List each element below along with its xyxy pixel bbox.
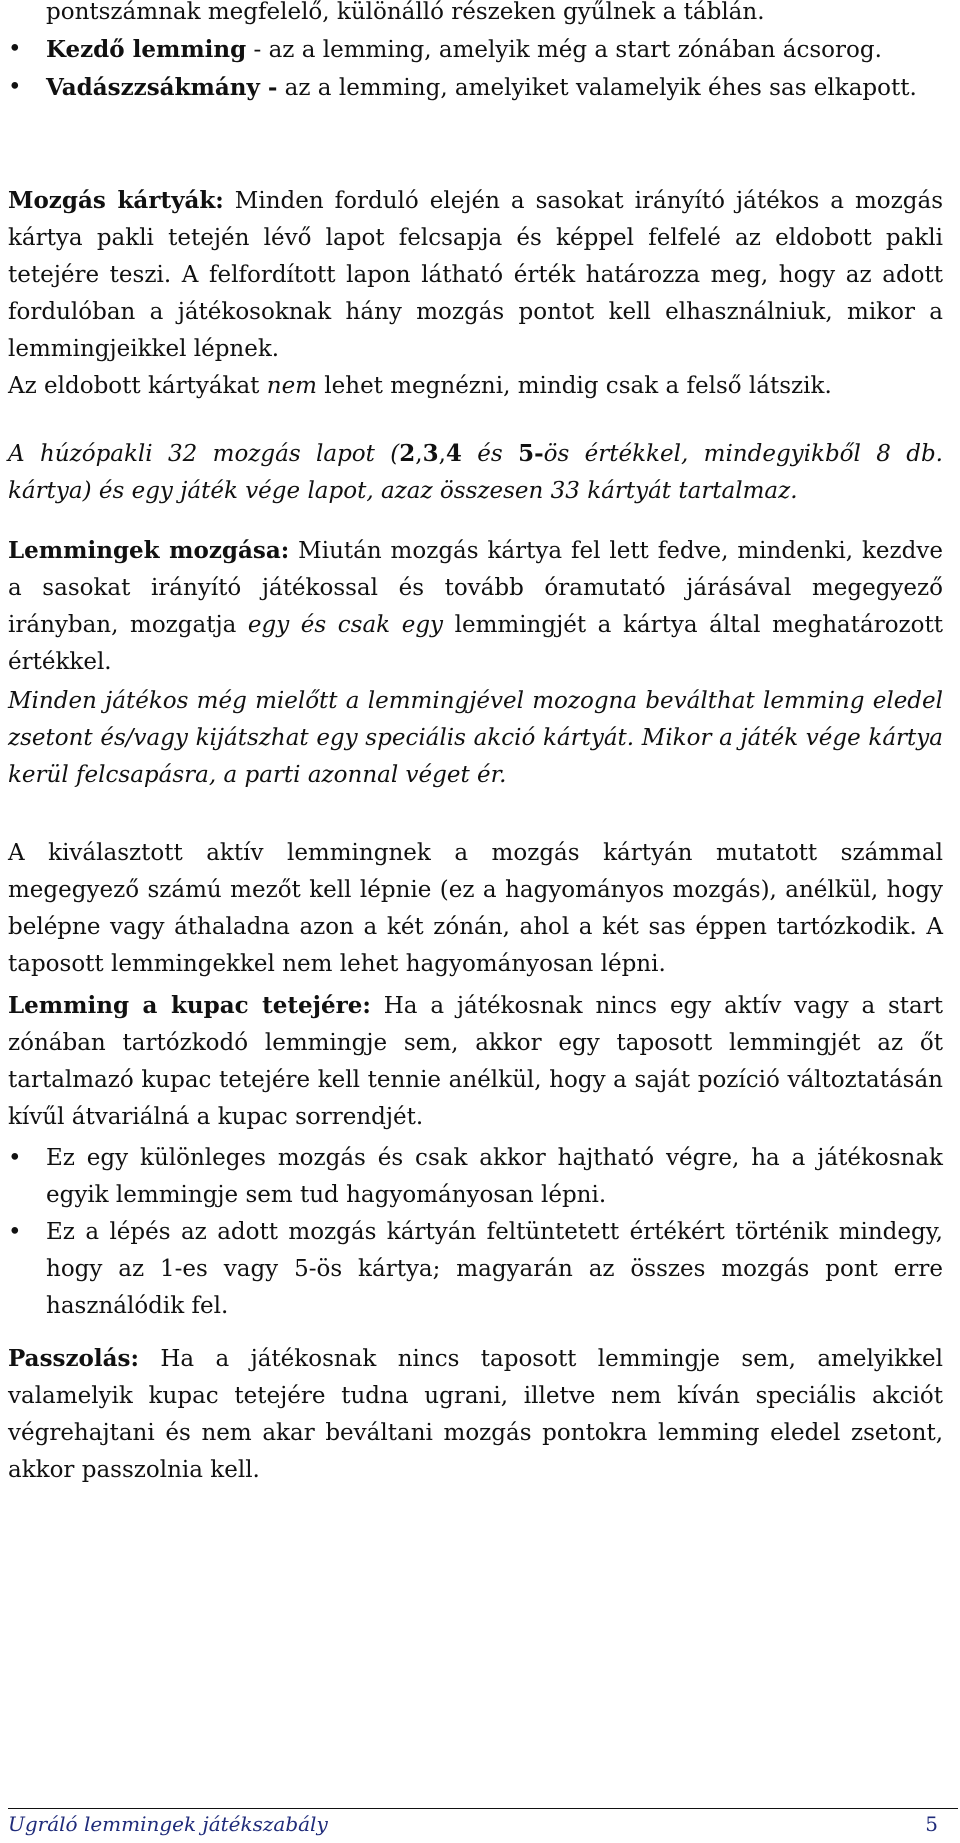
paragraph-huzopakli xyxy=(8,435,943,510)
list-item-text: pontszámnak megfelelő, különálló részeken gyűlnek a táblán. xyxy=(46,0,765,25)
list-item-text: Ez egy különleges mozgás és csak akkor hajtható végre, ha a játékosnak egyik lemmingje sem tud hagyományosan lépni. xyxy=(46,1145,943,1208)
paragraph-text: Ha a játékosnak nincs taposott lemmingje sem, amelyikkel valamelyik kupac tetejére tudna ugrani, illetve nem kíván speciális akciót végrehajtani és nem akar beváltani mozgás pontokra lemming eledel zsetont, akkor passzolnia kell. xyxy=(8,1346,943,1483)
page-footer xyxy=(8,1812,938,1836)
list-item-text: Ez a lépés az adott mozgás kártyán feltüntetett értékért történik mindegy, hogy az 1-es vagy 5-ös kártya; magyarán az összes mozgás pont erre használódik fel. xyxy=(46,1219,943,1319)
italic-paragraph-text: Minden játékos még mielőtt a lemmingjével mozogna beválthat lemming eledel zsetont és/vagy kijátszhat egy speciális akció kártyát. Mikor a játék vége kártya kerül felcsapásra, a parti azonnal véget ér. xyxy=(8,688,943,788)
italic-text: A húzópakli 32 mozgás lapot ( xyxy=(8,441,400,467)
section-heading: Lemmingek mozgása: xyxy=(8,537,290,564)
paragraph-text: A kiválasztott aktív lemmingnek a mozgás kártyán mutatott számmal megegyező számú mezőt kell lépnie (ez a hagyományos mozgás), anélkül, hogy belépne vagy áthaladna azon a két zónán, ahol a két sas éppen tartózkodik. A taposott lemmingekkel nem lehet hagyományosan lépni. xyxy=(8,840,943,977)
page-number: 5 xyxy=(925,1812,938,1836)
paragraph-mozgas-kartyak xyxy=(8,182,943,368)
list-item-text: az a lemming, amelyiket valamelyik éhes sas elkapott. xyxy=(277,75,917,101)
paragraph-kivalasztott xyxy=(8,835,943,983)
list-item xyxy=(8,69,943,107)
paragraph-minden-jatekos xyxy=(8,683,943,794)
emphasis: egy és csak egy xyxy=(247,612,444,638)
footer-divider xyxy=(8,1808,958,1809)
paragraph-eldobott xyxy=(8,368,943,405)
paragraph-text: Az eldobott kártyákat xyxy=(8,373,267,399)
bold-value: 3 xyxy=(422,440,439,467)
bullet-icon: • xyxy=(8,74,22,100)
paragraph-text: lehet megnézni, mindig csak a felső látszik. xyxy=(316,373,832,399)
term-bold: Kezdő lemming xyxy=(46,36,247,63)
list-item-text: - az a lemming, amelyik még a start zónában ácsorog. xyxy=(246,37,882,63)
paragraph-lemmingek-mozgasa xyxy=(8,532,943,681)
italic-text: ös értékkel, mindegyikből 8 db. kártya) és egy játék vége lapot, azaz összesen 33 kártyát tartalmaz. xyxy=(8,441,943,504)
paragraph-text: Miután mozgás kártya fel lett fedve, mindenki, kezdve a sasokat irányító játékossal és tovább óramutató járásával megegyező irányban, mozgatja xyxy=(8,538,943,638)
paragraph-text: lemmingjét a kártya által meghatározott értékkel. xyxy=(8,612,943,675)
bullet-icon: • xyxy=(8,36,22,62)
paragraph-kupac xyxy=(8,987,943,1136)
italic-text: és xyxy=(461,441,519,467)
footer-title: Ugráló lemmingek játékszabály xyxy=(8,1812,328,1836)
list-item xyxy=(8,0,943,31)
list-item xyxy=(8,1214,943,1325)
bold-value: 4 xyxy=(445,440,462,467)
bullet-icon: • xyxy=(8,1219,22,1245)
list-item xyxy=(8,31,943,69)
term-bold: Vadászzsákmány - xyxy=(46,74,278,101)
separator: , xyxy=(415,441,423,467)
bullet-icon: • xyxy=(8,1145,22,1171)
emphasis: nem xyxy=(266,373,317,399)
separator: , xyxy=(438,441,446,467)
section-heading: Mozgás kártyák: xyxy=(8,187,224,214)
paragraph-passzolas xyxy=(8,1340,943,1489)
bold-value: 5- xyxy=(518,440,544,467)
bold-value: 2 xyxy=(399,440,416,467)
paragraph-text: Minden forduló elején a sasokat irányító játékos a mozgás kártya pakli tetején lévő lapot felcsapja és képpel felfelé az eldobott pakli tetejére teszi. A felfordított lapon látható érték határozza meg, hogy az adott fordulóban a játékosoknak hány mozgás pontot kell elhasználniuk, mikor a lemmingjeikkel lépnek. xyxy=(8,188,944,362)
list-item xyxy=(8,1140,943,1214)
definitions-list xyxy=(8,0,943,107)
section-heading: Lemming a kupac tetejére: xyxy=(8,992,371,1019)
section-heading: Passzolás: xyxy=(8,1345,139,1372)
kupac-list xyxy=(8,1140,943,1325)
paragraph-text: Ha a játékosnak nincs egy aktív vagy a start zónában tartózkodó lemmingje sem, akkor egy taposott lemmingjét az őt tartalmazó kupac tetejére kell tennie anélkül, hogy a saját pozíció változtatásán kívűl átvariálná a kupac sorrendjét. xyxy=(8,993,943,1130)
